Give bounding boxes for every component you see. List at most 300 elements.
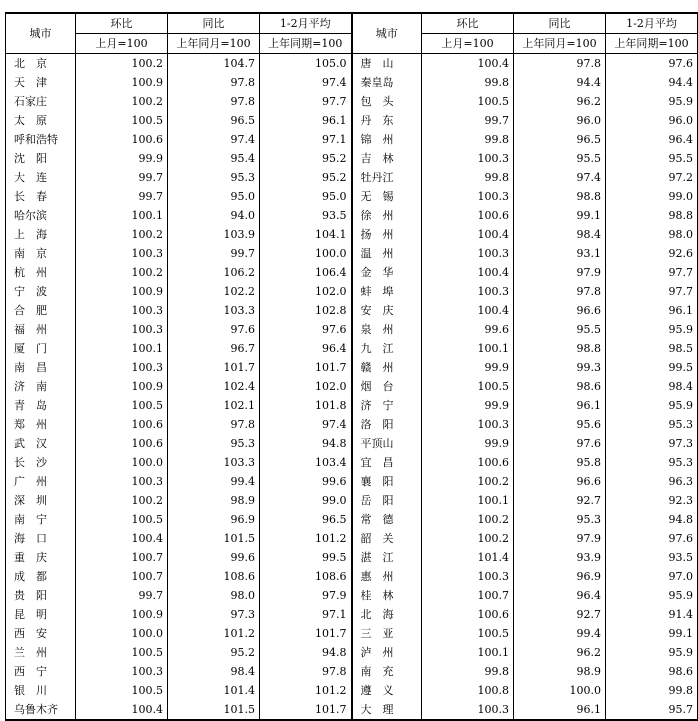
left-avg-cell: 95.0 (260, 187, 352, 206)
left-yoy-cell: 98.0 (168, 586, 260, 605)
right-mom-cell: 100.5 (422, 92, 514, 111)
right-avg-cell: 95.9 (606, 643, 698, 662)
left-mom-cell: 100.1 (76, 206, 168, 225)
left-city-cell: 上 海 (6, 225, 76, 244)
right-yoy-cell: 96.9 (514, 567, 606, 586)
left-avg-cell: 101.2 (260, 529, 352, 548)
left-city-cell: 杭 州 (6, 263, 76, 282)
table-row (6, 130, 698, 149)
left-yoy-cell: 97.3 (168, 605, 260, 624)
right-yoy-cell: 98.6 (514, 377, 606, 396)
left-mom-cell: 100.3 (76, 358, 168, 377)
right-mom-cell: 99.8 (422, 73, 514, 92)
right-yoy-cell: 92.7 (514, 491, 606, 510)
left-avg-cell: 99.6 (260, 472, 352, 491)
left-mom-cell: 100.2 (76, 54, 168, 74)
left-mom-cell: 99.9 (76, 149, 168, 168)
left-avg-cell: 96.1 (260, 111, 352, 130)
left-yoy-header: 同比 (168, 13, 260, 34)
right-yoy-cell: 96.6 (514, 472, 606, 491)
right-city-cell: 烟 台 (352, 377, 422, 396)
right-city-header: 城市 (352, 13, 422, 54)
left-yoy-cell: 98.9 (168, 491, 260, 510)
left-city-cell: 海 口 (6, 529, 76, 548)
left-avg-cell: 100.0 (260, 244, 352, 263)
right-mom-cell: 100.1 (422, 339, 514, 358)
right-avg-header: 1-2月平均 (606, 13, 698, 34)
right-avg-cell: 96.1 (606, 301, 698, 320)
left-avg-cell: 95.2 (260, 149, 352, 168)
left-yoy-cell: 95.2 (168, 643, 260, 662)
right-city-cell: 九 江 (352, 339, 422, 358)
left-city-cell: 济 南 (6, 377, 76, 396)
right-avg-base: 上年同期=100 (606, 34, 698, 54)
left-mom-cell: 100.2 (76, 491, 168, 510)
right-city-cell: 扬 州 (352, 225, 422, 244)
left-avg-cell: 103.4 (260, 453, 352, 472)
right-avg-cell: 97.0 (606, 567, 698, 586)
right-city-cell: 三 亚 (352, 624, 422, 643)
right-yoy-cell: 97.8 (514, 282, 606, 301)
right-city-cell: 丹 东 (352, 111, 422, 130)
right-city-cell: 包 头 (352, 92, 422, 111)
right-avg-cell: 97.6 (606, 529, 698, 548)
table-row (6, 567, 698, 586)
left-mom-base: 上月=100 (76, 34, 168, 54)
right-avg-cell: 98.4 (606, 377, 698, 396)
right-mom-base: 上月=100 (422, 34, 514, 54)
right-yoy-cell: 97.9 (514, 529, 606, 548)
left-mom-cell: 100.3 (76, 320, 168, 339)
right-city-cell: 岳 阳 (352, 491, 422, 510)
left-yoy-cell: 96.9 (168, 510, 260, 529)
left-yoy-cell: 97.8 (168, 92, 260, 111)
right-avg-cell: 97.2 (606, 168, 698, 187)
table-body (6, 54, 698, 721)
right-city-cell: 南 充 (352, 662, 422, 681)
table-row (6, 434, 698, 453)
right-city-cell: 桂 林 (352, 586, 422, 605)
right-yoy-cell: 96.0 (514, 111, 606, 130)
left-yoy-cell: 103.9 (168, 225, 260, 244)
right-yoy-cell: 98.4 (514, 225, 606, 244)
left-city-cell: 深 圳 (6, 491, 76, 510)
left-mom-cell: 100.7 (76, 548, 168, 567)
right-mom-cell: 100.3 (422, 149, 514, 168)
left-mom-cell: 100.3 (76, 301, 168, 320)
left-yoy-cell: 108.6 (168, 567, 260, 586)
right-mom-cell: 100.3 (422, 187, 514, 206)
left-yoy-cell: 103.3 (168, 453, 260, 472)
right-yoy-cell: 98.8 (514, 339, 606, 358)
left-avg-cell: 99.0 (260, 491, 352, 510)
right-city-cell: 无 锡 (352, 187, 422, 206)
right-mom-cell: 99.9 (422, 358, 514, 377)
left-mom-header: 环比 (76, 13, 168, 34)
left-city-cell: 大 连 (6, 168, 76, 187)
table-row (6, 282, 698, 301)
left-yoy-cell: 102.2 (168, 282, 260, 301)
left-mom-cell: 100.1 (76, 339, 168, 358)
left-yoy-cell: 95.4 (168, 149, 260, 168)
left-mom-cell: 100.9 (76, 605, 168, 624)
right-city-cell: 洛 阳 (352, 415, 422, 434)
left-mom-cell: 100.0 (76, 624, 168, 643)
left-city-cell: 郑 州 (6, 415, 76, 434)
right-yoy-base: 上年同月=100 (514, 34, 606, 54)
left-avg-header: 1-2月平均 (260, 13, 352, 34)
left-yoy-cell: 99.6 (168, 548, 260, 567)
right-yoy-cell: 97.6 (514, 434, 606, 453)
right-avg-cell: 93.5 (606, 548, 698, 567)
left-mom-cell: 100.5 (76, 681, 168, 700)
left-city-cell: 武 汉 (6, 434, 76, 453)
left-yoy-cell: 101.7 (168, 358, 260, 377)
table-row (6, 605, 698, 624)
left-mom-cell: 100.5 (76, 111, 168, 130)
table-row (6, 187, 698, 206)
right-city-cell: 遵 义 (352, 681, 422, 700)
left-yoy-cell: 94.0 (168, 206, 260, 225)
left-city-cell: 宁 波 (6, 282, 76, 301)
left-yoy-cell: 97.4 (168, 130, 260, 149)
left-avg-cell: 101.7 (260, 624, 352, 643)
table-row (6, 320, 698, 339)
right-avg-cell: 92.3 (606, 491, 698, 510)
right-yoy-cell: 99.3 (514, 358, 606, 377)
left-yoy-cell: 101.4 (168, 681, 260, 700)
left-mom-cell: 100.4 (76, 529, 168, 548)
right-mom-cell: 99.6 (422, 320, 514, 339)
left-mom-cell: 100.6 (76, 130, 168, 149)
right-avg-cell: 95.9 (606, 320, 698, 339)
right-mom-cell: 100.3 (422, 282, 514, 301)
table-row (6, 586, 698, 605)
right-avg-cell: 96.4 (606, 130, 698, 149)
right-mom-cell: 100.3 (422, 415, 514, 434)
right-yoy-cell: 96.1 (514, 396, 606, 415)
right-city-cell: 湛 江 (352, 548, 422, 567)
table-row (6, 624, 698, 643)
left-city-cell: 沈 阳 (6, 149, 76, 168)
left-city-cell: 西 安 (6, 624, 76, 643)
right-city-cell: 蚌 埠 (352, 282, 422, 301)
right-avg-cell: 94.4 (606, 73, 698, 92)
right-mom-cell: 99.7 (422, 111, 514, 130)
right-city-cell: 北 海 (352, 605, 422, 624)
left-yoy-cell: 95.3 (168, 434, 260, 453)
left-avg-cell: 102.0 (260, 377, 352, 396)
left-mom-cell: 100.9 (76, 73, 168, 92)
table-row (6, 54, 698, 74)
right-mom-cell: 99.8 (422, 662, 514, 681)
left-yoy-cell: 95.3 (168, 168, 260, 187)
right-city-cell: 安 庆 (352, 301, 422, 320)
table-row (6, 339, 698, 358)
left-mom-cell: 100.6 (76, 434, 168, 453)
right-avg-cell: 92.6 (606, 244, 698, 263)
right-city-cell: 大 理 (352, 700, 422, 720)
table-row (6, 377, 698, 396)
left-city-cell: 南 昌 (6, 358, 76, 377)
left-yoy-cell: 102.4 (168, 377, 260, 396)
right-mom-cell: 100.6 (422, 206, 514, 225)
right-yoy-cell: 96.2 (514, 643, 606, 662)
table-row (6, 529, 698, 548)
right-city-cell: 秦皇岛 (352, 73, 422, 92)
right-city-cell: 吉 林 (352, 149, 422, 168)
right-mom-cell: 100.8 (422, 681, 514, 700)
right-avg-cell: 97.7 (606, 263, 698, 282)
left-mom-cell: 100.4 (76, 700, 168, 720)
left-city-cell: 广 州 (6, 472, 76, 491)
right-yoy-cell: 96.4 (514, 586, 606, 605)
left-city-cell: 合 肥 (6, 301, 76, 320)
right-city-cell: 韶 关 (352, 529, 422, 548)
left-avg-cell: 97.4 (260, 73, 352, 92)
table-row (6, 225, 698, 244)
left-yoy-cell: 95.0 (168, 187, 260, 206)
right-yoy-cell: 99.4 (514, 624, 606, 643)
left-city-cell: 南 宁 (6, 510, 76, 529)
left-avg-cell: 95.2 (260, 168, 352, 187)
left-mom-cell: 100.5 (76, 396, 168, 415)
table-row (6, 681, 698, 700)
right-avg-cell: 98.8 (606, 206, 698, 225)
left-mom-cell: 100.5 (76, 643, 168, 662)
right-yoy-cell: 94.4 (514, 73, 606, 92)
price-index-table (5, 12, 698, 721)
table-row (6, 453, 698, 472)
right-yoy-cell: 96.1 (514, 700, 606, 720)
header-row-top (6, 13, 698, 34)
left-avg-cell: 97.4 (260, 415, 352, 434)
left-city-cell: 天 津 (6, 73, 76, 92)
right-city-cell: 徐 州 (352, 206, 422, 225)
right-avg-cell: 96.0 (606, 111, 698, 130)
right-city-cell: 惠 州 (352, 567, 422, 586)
left-city-cell: 青 岛 (6, 396, 76, 415)
right-city-cell: 襄 阳 (352, 472, 422, 491)
left-avg-cell: 94.8 (260, 434, 352, 453)
left-yoy-cell: 97.6 (168, 320, 260, 339)
price-index-table-container (5, 12, 693, 721)
right-city-cell: 泉 州 (352, 320, 422, 339)
left-avg-cell: 97.7 (260, 92, 352, 111)
left-mom-cell: 100.2 (76, 225, 168, 244)
left-mom-cell: 100.3 (76, 662, 168, 681)
left-mom-cell: 100.2 (76, 92, 168, 111)
right-city-cell: 赣 州 (352, 358, 422, 377)
right-avg-cell: 99.5 (606, 358, 698, 377)
left-city-cell: 厦 门 (6, 339, 76, 358)
left-avg-cell: 97.1 (260, 605, 352, 624)
table-row (6, 415, 698, 434)
left-mom-cell: 100.0 (76, 453, 168, 472)
left-city-cell: 南 京 (6, 244, 76, 263)
right-avg-cell: 98.6 (606, 662, 698, 681)
right-mom-cell: 100.5 (422, 624, 514, 643)
table-row (6, 396, 698, 415)
left-avg-cell: 96.4 (260, 339, 352, 358)
left-mom-cell: 100.9 (76, 282, 168, 301)
left-mom-cell: 99.7 (76, 187, 168, 206)
right-city-cell: 金 华 (352, 263, 422, 282)
table-row (6, 510, 698, 529)
left-mom-cell: 100.3 (76, 244, 168, 263)
right-mom-cell: 99.8 (422, 130, 514, 149)
left-avg-cell: 101.7 (260, 700, 352, 720)
left-mom-cell: 100.6 (76, 415, 168, 434)
left-avg-cell: 96.5 (260, 510, 352, 529)
left-city-cell: 兰 州 (6, 643, 76, 662)
table-row (6, 73, 698, 92)
left-city-cell: 银 川 (6, 681, 76, 700)
right-avg-cell: 99.8 (606, 681, 698, 700)
right-yoy-cell: 100.0 (514, 681, 606, 700)
right-mom-cell: 101.4 (422, 548, 514, 567)
right-city-cell: 牡丹江 (352, 168, 422, 187)
right-avg-cell: 95.5 (606, 149, 698, 168)
right-avg-cell: 97.7 (606, 282, 698, 301)
right-mom-cell: 99.8 (422, 168, 514, 187)
left-avg-cell: 97.9 (260, 586, 352, 605)
left-city-cell: 太 原 (6, 111, 76, 130)
left-avg-cell: 108.6 (260, 567, 352, 586)
left-yoy-cell: 98.4 (168, 662, 260, 681)
right-mom-cell: 100.3 (422, 567, 514, 586)
left-yoy-cell: 97.8 (168, 415, 260, 434)
left-city-cell: 北 京 (6, 54, 76, 74)
right-avg-cell: 97.6 (606, 54, 698, 74)
table-row (6, 643, 698, 662)
left-avg-cell: 101.2 (260, 681, 352, 700)
right-yoy-cell: 97.8 (514, 54, 606, 74)
left-city-cell: 西 宁 (6, 662, 76, 681)
right-avg-cell: 97.3 (606, 434, 698, 453)
right-mom-cell: 100.6 (422, 453, 514, 472)
table-row (6, 700, 698, 720)
left-avg-cell: 104.1 (260, 225, 352, 244)
left-city-cell: 长 春 (6, 187, 76, 206)
table-row (6, 301, 698, 320)
left-mom-cell: 100.2 (76, 263, 168, 282)
left-yoy-cell: 104.7 (168, 54, 260, 74)
left-yoy-base: 上年同月=100 (168, 34, 260, 54)
right-city-cell: 济 宁 (352, 396, 422, 415)
table-row (6, 111, 698, 130)
right-mom-cell: 100.1 (422, 643, 514, 662)
left-avg-cell: 102.0 (260, 282, 352, 301)
right-mom-cell: 100.4 (422, 54, 514, 74)
left-city-header: 城市 (6, 13, 76, 54)
right-avg-cell: 95.9 (606, 396, 698, 415)
right-mom-cell: 100.4 (422, 225, 514, 244)
table-row (6, 263, 698, 282)
right-avg-cell: 96.3 (606, 472, 698, 491)
right-mom-cell: 99.9 (422, 396, 514, 415)
right-city-cell: 平顶山 (352, 434, 422, 453)
right-mom-header: 环比 (422, 13, 514, 34)
table-row (6, 206, 698, 225)
right-yoy-cell: 92.7 (514, 605, 606, 624)
left-yoy-cell: 101.5 (168, 700, 260, 720)
right-mom-cell: 100.4 (422, 301, 514, 320)
left-yoy-cell: 99.4 (168, 472, 260, 491)
table-row (6, 149, 698, 168)
left-avg-cell: 94.8 (260, 643, 352, 662)
right-avg-cell: 91.4 (606, 605, 698, 624)
table-row (6, 358, 698, 377)
left-avg-cell: 106.4 (260, 263, 352, 282)
left-yoy-cell: 103.3 (168, 301, 260, 320)
left-avg-cell: 97.8 (260, 662, 352, 681)
right-mom-cell: 100.7 (422, 586, 514, 605)
right-avg-cell: 95.3 (606, 415, 698, 434)
left-yoy-cell: 97.8 (168, 73, 260, 92)
left-yoy-cell: 101.5 (168, 529, 260, 548)
right-mom-cell: 100.2 (422, 472, 514, 491)
right-avg-cell: 98.5 (606, 339, 698, 358)
table-row (6, 491, 698, 510)
right-avg-cell: 95.7 (606, 700, 698, 720)
right-avg-cell: 99.0 (606, 187, 698, 206)
left-city-cell: 长 沙 (6, 453, 76, 472)
right-city-cell: 泸 州 (352, 643, 422, 662)
right-mom-cell: 100.6 (422, 605, 514, 624)
table-row (6, 472, 698, 491)
left-avg-cell: 101.8 (260, 396, 352, 415)
left-avg-cell: 97.6 (260, 320, 352, 339)
right-yoy-cell: 95.6 (514, 415, 606, 434)
right-city-cell: 锦 州 (352, 130, 422, 149)
right-mom-cell: 100.3 (422, 244, 514, 263)
left-city-cell: 昆 明 (6, 605, 76, 624)
left-yoy-cell: 99.7 (168, 244, 260, 263)
left-yoy-cell: 96.7 (168, 339, 260, 358)
left-city-cell: 哈尔滨 (6, 206, 76, 225)
right-yoy-cell: 95.8 (514, 453, 606, 472)
left-mom-cell: 100.7 (76, 567, 168, 586)
right-avg-cell: 98.0 (606, 225, 698, 244)
left-yoy-cell: 101.2 (168, 624, 260, 643)
left-mom-cell: 100.9 (76, 377, 168, 396)
right-mom-cell: 100.2 (422, 529, 514, 548)
right-avg-cell: 95.9 (606, 92, 698, 111)
left-city-cell: 成 都 (6, 567, 76, 586)
right-yoy-cell: 95.3 (514, 510, 606, 529)
left-avg-cell: 99.5 (260, 548, 352, 567)
right-yoy-cell: 98.9 (514, 662, 606, 681)
table-row (6, 244, 698, 263)
left-yoy-cell: 96.5 (168, 111, 260, 130)
right-yoy-cell: 96.5 (514, 130, 606, 149)
right-yoy-cell: 93.1 (514, 244, 606, 263)
left-avg-cell: 105.0 (260, 54, 352, 74)
right-yoy-cell: 97.9 (514, 263, 606, 282)
left-city-cell: 重 庆 (6, 548, 76, 567)
right-city-cell: 常 德 (352, 510, 422, 529)
right-city-cell: 宜 昌 (352, 453, 422, 472)
left-city-cell: 贵 阳 (6, 586, 76, 605)
left-city-cell: 石家庄 (6, 92, 76, 111)
right-avg-cell: 94.8 (606, 510, 698, 529)
left-city-cell: 乌鲁木齐 (6, 700, 76, 720)
right-mom-cell: 100.3 (422, 700, 514, 720)
right-yoy-cell: 95.5 (514, 320, 606, 339)
table-row (6, 168, 698, 187)
right-city-cell: 温 州 (352, 244, 422, 263)
